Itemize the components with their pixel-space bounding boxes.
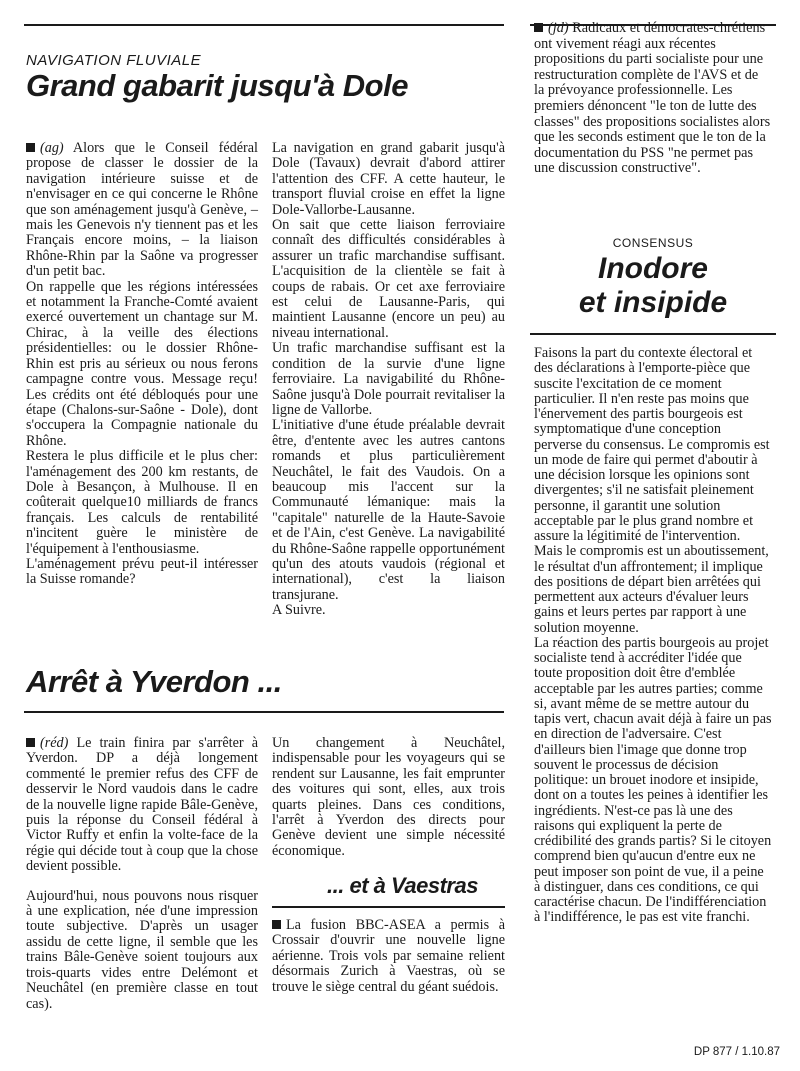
article3-body — [272, 918, 505, 995]
article3-headline: ... et à Vaestras — [327, 873, 478, 898]
consensus-para-1: Faisons la part du contexte électoral et des déclarations à l'emporte-pièce que suscite l'excitation de ce moment particulier. Il n'en reste pas moins que l'énervement des partis bourgeois est symptomatique d'une conception perverse du consensus. Le compromis est un mode de faire qui permet d'aboutir à une décision lorsque les opinions sont divergentes; s'il ne satisfait pleinement personne, il garantit une solution acceptable par le plus grand nombre et assure la légitimité de l'intervention. Mais le compromis est un aboutissement, le résultat d'un affrontement; il implique des positions de départ bien arrêtées qui permettent aux acteurs d'évaluer leurs gains et leurs pertes par rapport à une solution moyenne. — [534, 345, 770, 636]
right-intro — [534, 21, 772, 177]
article1-para-3: Restera le plus difficile et le plus cher: l'aménagement des 200 km restants, de Dole à Besançon, à Mulhouse. Il en coûterait quelque10 milliards de francs français. Les calculs de rentabilité n'incitent guère le ministère de l'équipement à l'enthousiasme. — [26, 448, 258, 557]
article1-para-9: A Suivre. — [272, 602, 326, 619]
article2-tag: (réd) — [40, 735, 69, 751]
article1-para-2: On rappelle que les régions intéressées et notamment la Franche-Comté avaient exercé ouvertement un chantage sur M. Chirac, à la veille des élections présidentielles: ou le dossier Rhône-Rhin est pris au sérieux ou nous ferons campagne contre vous. Message reçu! Les crédits ont été débloqués pour une étape (Chalons-sur-Saône - Dole), dont s'occupera la Compagnie nationale du Rhône. — [26, 278, 258, 449]
article1-column-1 — [26, 141, 258, 588]
article1-para-5: La navigation en grand gabarit jusqu'à Dole (Tavaux) devrait d'abord attirer l'attention des CFF. A cette hauteur, le transport fluvial croise en effet la ligne Dole-Vallorbe-Lausanne. — [272, 140, 505, 218]
article1-para-8: L'initiative d'une étude préalable devrait être, d'entente avec les autres cantons romands et plus particulièrement Neuchâtel, le fait des Vaudois. On a beaucoup mis l'accent sur la Communauté lémanique: mais la "capitale" naturelle de la Haute-Savoie et de l'Ain, c'est Genève. La navigabilité du Rhône-Saône rappelle opportunément qu'un des atouts vaudois (régional et international), c'est la liaison transjurane. — [272, 417, 505, 603]
article2-headline: Arrêt à Yverdon ... — [26, 664, 282, 699]
article1-column-2 — [272, 141, 505, 619]
bullet-square-icon — [26, 143, 35, 152]
article2-column-1 — [26, 736, 258, 1012]
article1-para-7: Un trafic marchandise suffisant est la condition de la survie d'une ligne ferroviaire. La navigabilité du Rhône-Saône jusqu'à Dole pourrait revitaliser la ligne de Vallorbe. — [272, 340, 505, 418]
consensus-para-2: La réaction des partis bourgeois au projet socialiste tend à accréditer l'idée que toute proposition doit être d'emblée acceptable par les autres parties; comme si, avant même de se mettre autour du tapis vert, chacun avait déjà à faire un pas en direction de l'adversaire. C'est d'ailleurs bien l'image que donne trop souvent le processus de décision politique: un brouet inodore et insipide, dont on a toutes les peines à identifier les ingrédients. N'est-ce pas là une des raisons qui expliquent la perte de crédibilité des grands partis? Si le citoyen comprend bien qu'aucun d'entre eux ne peut imposer son point de vue, il a peine à distinguer, dans ces conditions, ce qui caractérise chacun. De l'indifférenciation à l'indifférence, le pas est vite franchi. — [534, 634, 772, 926]
bullet-square-icon — [26, 738, 35, 747]
article2-column-2 — [272, 736, 505, 859]
top-rule-left — [24, 24, 504, 26]
consensus-headline-line-2: et insipide — [578, 286, 728, 319]
consensus-kicker: CONSENSUS — [612, 236, 694, 250]
article1-para-6: On sait que cette liaison ferroviaire connaît des difficultés considérables à assurer un trafic marchandise suffisant. L'acquisition de la clientèle se fait à coups de rabais. Or cet axe ferroviaire est celui de Lausanne-Paris, qui maintient Lausanne (encore un peu) au niveau international. — [272, 217, 505, 341]
right-tag: (jd) — [548, 20, 569, 36]
article1-para-4: L'aménagement prévu peut-il intéresser la Suisse romande? — [26, 555, 258, 588]
consensus-rule — [530, 333, 776, 335]
article1-tag: (ag) — [40, 140, 64, 156]
article2-para-3: Un changement à Neuchâtel, indispensable pour les voyageurs qui se rendent sur Lausanne, les fait emprunter des voitures qui sont, elles, aux trois quarts pleines. Dans ces conditions, l'arrêt à Yverdon des directs pour Genève devient une simple nécessité économique. — [272, 735, 505, 859]
article3-para: La fusion BBC-ASEA a permis à Crossair d'ouvrir une nouvelle ligne aérienne. Trois vols par semaine relient désormais Zurich à Vaestras, où se trouve le siège central du géant suédois. — [272, 917, 505, 995]
article1-kicker: NAVIGATION FLUVIALE — [26, 52, 202, 69]
right-intro-para: (jd) Radicaux et démocrates-chrétiens ont vivement réagi aux récentes propositions du parti socialiste pour une restructuration complète de l'AVS et de la prévoyance professionnelle. Les premiers dénoncent "le ton de lutte des classes" des propositions socialistes alors que les seconds estiment que le ton de la documentation du PSS "ne permet pas une discussion constructive". — [534, 20, 771, 177]
article2-para-1: (réd) Le train finira par s'arrêter à Yverdon. DP a déjà longement commenté le premier refus des CFF de desservir le Nord vaudois dans le cadre de la nouvelle ligne rapide Bâle-Genève, puis la réponse du Conseil fédéral à Victor Ruffy et enfin la volte-face de la régie qui décide tout à coup que la chose devient possible. — [26, 735, 258, 875]
article1-headline: Grand gabarit jusqu'à Dole — [26, 68, 408, 103]
article3-rule — [272, 906, 505, 908]
bullet-square-icon — [272, 920, 281, 929]
article2-rule — [24, 711, 504, 713]
consensus-body — [534, 346, 772, 926]
article2-para-2: Aujourd'hui, nous pouvons nous risquer à une explication, née d'une impression toute subjective. D'après un usager assidu de cette ligne, il semble que les trains Bâle-Genève soient toujours aux trois-quarts vides entre Delémont et Neuchâtel (en première classe en tout cas). — [26, 887, 258, 1012]
consensus-headline-line-1: Inodore — [598, 252, 708, 285]
page-footer: DP 877 / 1.10.87 — [693, 1046, 780, 1058]
bullet-square-icon — [534, 23, 543, 32]
consensus-headline — [534, 252, 772, 320]
article1-para-1: (ag) Alors que le Conseil fédéral propose de classer le dossier de la navigation intérieure suisse et de n'envisager en ce qui concerne le Rhône que son aménagement jusqu'à Genève, – mais les Genevois n'y tiennent pas et les Français encore moins, – la liaison Rhône-Rhin par la Saône va progresser d'un petit bac. — [26, 140, 258, 280]
